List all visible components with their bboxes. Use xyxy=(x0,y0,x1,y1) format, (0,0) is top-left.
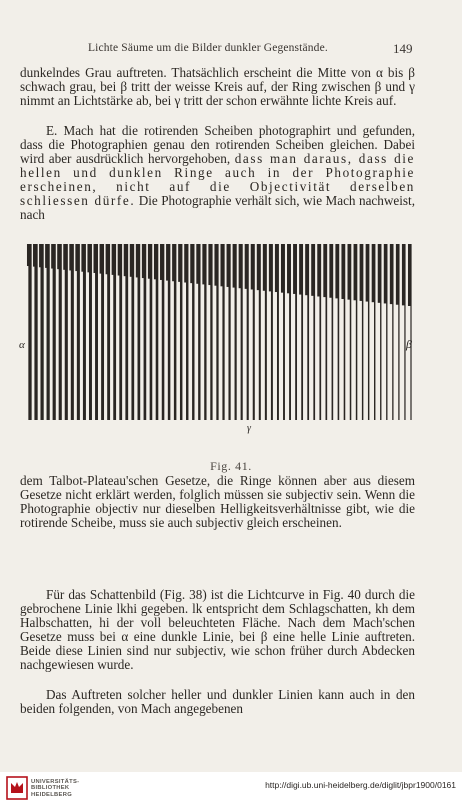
paragraph-2-spaced: dass man daraus, dass die hellen und dunklen Ringe auch in der Photographie erscheinen, nicht auf die Objectivität derselben schliessen dürfe. xyxy=(20,150,416,208)
university-library-logo-icon xyxy=(6,776,28,800)
paragraph-3-text: dem Talbot-Plateau'schen Gesetze, die Ringe können aber aus diesem Gesetze nicht erklärt werden, folglich müssen sie subjectiv sein. Wenn die Photographie objectiv nur dieselben Helligkeitsverhältnisse gibt, wie die rotirende Scheibe, muss sie auch subjectiv gleich erscheinen. xyxy=(20,473,415,530)
stripe-top-shade xyxy=(136,244,139,277)
stripe-top-shade xyxy=(293,244,296,294)
stripe-top-shade xyxy=(354,244,357,300)
stripe-top-shade xyxy=(408,244,411,306)
page-header xyxy=(0,42,462,58)
paragraph-3 xyxy=(20,474,415,530)
paragraph-2 xyxy=(20,124,415,222)
running-title: Lichte Säume um die Bilder dunkler Gegenstände. xyxy=(88,42,328,54)
digitization-footer xyxy=(0,772,462,804)
stripe-line xyxy=(34,244,37,420)
stripe-top-shade xyxy=(239,244,242,288)
stripe-top-shade xyxy=(335,244,338,298)
figure-41 xyxy=(19,244,413,444)
stripe-top-shade xyxy=(124,244,127,276)
stripe-top-shade xyxy=(329,244,332,298)
stripe-top-shade xyxy=(251,244,254,289)
stripe-top-shade xyxy=(63,244,66,270)
stripe-top-shade xyxy=(208,244,211,285)
stripe-top-shade xyxy=(366,244,369,302)
figure-caption: Fig. 41. xyxy=(210,459,252,473)
stripe-top-shade xyxy=(233,244,236,288)
stripe-top-shade xyxy=(130,244,133,277)
stripe-top-shade xyxy=(154,244,157,279)
stripe-top-shade xyxy=(281,244,284,293)
stripe-top-shade xyxy=(69,244,72,270)
stripe-top-shade xyxy=(172,244,175,281)
stripe-top-shade xyxy=(341,244,344,299)
stripe-top-shade xyxy=(190,244,193,283)
paragraph-5-text: Das Auftreten solcher heller und dunkler Linien kann auch in den beiden folgenden, von Mach angegebenen xyxy=(20,687,415,716)
stripe-top-shade xyxy=(33,244,36,267)
stripe-line xyxy=(59,244,62,420)
stripe-top-shade xyxy=(305,244,308,295)
paragraph-5 xyxy=(20,688,415,716)
stripe-top-shade xyxy=(178,244,181,282)
stripe-line xyxy=(40,244,43,420)
stripe-top-shade xyxy=(311,244,314,296)
stripe-top-shade xyxy=(166,244,169,281)
stripe-top-shade xyxy=(57,244,60,269)
stripe-top-shade xyxy=(360,244,363,301)
stripe-line xyxy=(47,244,50,420)
stripe-top-shade xyxy=(118,244,121,276)
stripe-figure xyxy=(19,244,413,444)
paragraph-4-text: Für das Schattenbild (Fig. 38) ist die Lichtcurve in Fig. 40 durch die gebrochene Linie lkhi gegeben. lk entspricht dem Schlagschatten, kh dem Halbschatten, hi der voll beleuchteten Fläche. Nach dem Mach'schen Gesetze muss bei α eine dunkle Linie, bei β eine helle Linie auftreten. Beide diese Linien sind nur subjectiv, wie schon früher durch Abdecken nachgewiesen wurde. xyxy=(20,587,415,672)
stripe-top-shade xyxy=(94,244,97,273)
stripe-top-shade xyxy=(221,244,224,286)
library-line-1: UNIVERSITÄTS- xyxy=(31,779,80,785)
stripe-top-shade xyxy=(372,244,375,302)
paragraph-4 xyxy=(20,588,415,672)
stripe-top-shade xyxy=(106,244,109,274)
stripe-top-shade xyxy=(112,244,115,275)
label-alpha: α xyxy=(19,339,25,351)
label-beta: β xyxy=(406,337,412,351)
library-line-2: BIBLIOTHEK xyxy=(31,785,70,792)
stripe-top-shade xyxy=(202,244,205,284)
stripe-top-shade xyxy=(196,244,199,284)
stripe-top-shade xyxy=(378,244,381,303)
stripe-top-shade xyxy=(396,244,399,305)
stripe-line xyxy=(53,244,56,420)
stripe-top-shade xyxy=(245,244,248,289)
stripe-top-shade xyxy=(390,244,393,304)
stripe-top-shade xyxy=(184,244,187,283)
stripe-top-shade xyxy=(317,244,320,296)
stripe-top-shade xyxy=(100,244,103,274)
paragraph-2-end: Die Photographie verhält sich, wie Mach nachweist, nach xyxy=(20,192,415,222)
stripe-top-shade xyxy=(160,244,163,280)
stripe-top-shade xyxy=(275,244,278,292)
stripe-top-shade xyxy=(87,244,90,272)
paragraph-2-text xyxy=(20,124,415,222)
label-gamma: γ xyxy=(247,423,251,434)
paragraph-1-text: dunkelndes Grau auftreten. Thatsächlich erscheint die Mitte von α bis β schwach grau, bei β tritt der weisse Kreis auf, der Ring zwischen β und γ nimmt an Lichtstärke ab, bei γ tritt der schon erwähnte lichte Kreis auf. xyxy=(20,65,415,108)
source-link[interactable]: http://digi.ub.uni-heidelberg.de/diglit/jbpr1900/0161 xyxy=(265,780,456,790)
stripe-top-shade xyxy=(402,244,405,305)
stripe-top-shade xyxy=(287,244,290,293)
stripe-top-shade xyxy=(214,244,217,286)
stripe-top-shade xyxy=(323,244,326,297)
stripe-line xyxy=(28,244,31,420)
page-number: 149 xyxy=(393,41,413,56)
stripe-top-shade xyxy=(142,244,145,278)
stripe-top-shade xyxy=(51,244,54,269)
stripe-top-shade xyxy=(148,244,151,279)
paragraph-2-start: E. Mach hat die rotirenden Scheiben photographirt und gefunden, dass die Photographien genau den rotirenden Scheiben gleichen. Dabei wird aber ausdrücklich hervorgehoben, xyxy=(20,123,415,166)
stripe-top-shade xyxy=(27,244,30,266)
stripe-top-shade xyxy=(269,244,272,291)
library-name xyxy=(31,779,79,798)
stripe-top-shade xyxy=(81,244,84,272)
stripe-top-shade xyxy=(299,244,302,295)
paragraph-1 xyxy=(20,66,415,108)
stripe-line xyxy=(65,244,68,420)
stripe-top-shade xyxy=(75,244,78,271)
stripe-top-shade xyxy=(263,244,266,291)
stripe-top-shade xyxy=(257,244,260,290)
stripe-top-shade xyxy=(45,244,48,268)
stripe-top-shade xyxy=(39,244,42,267)
stripe-lines xyxy=(27,244,412,420)
stripe-top-shade xyxy=(227,244,230,287)
stripe-top-shade xyxy=(348,244,351,300)
library-line-3: HEIDELBERG xyxy=(31,791,73,798)
stripe-top-shade xyxy=(384,244,387,303)
